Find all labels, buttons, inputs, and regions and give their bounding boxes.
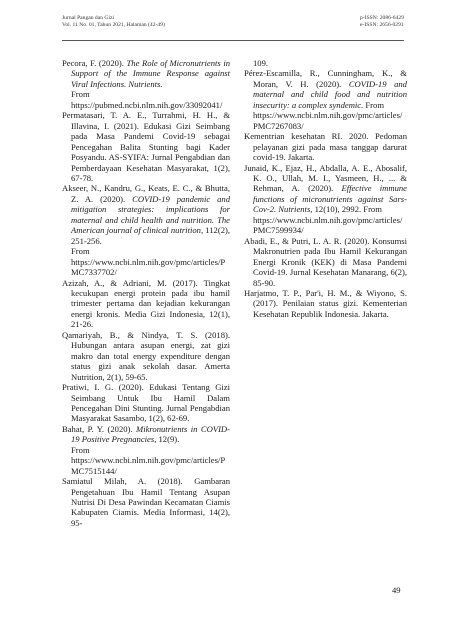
- reference-authors: Samiatul Milah, A. (2018).: [62, 476, 195, 487]
- journal-volume: Vol. 11 No. 01, Tahun 2021, Halaman (42-49): [62, 22, 165, 29]
- reference-column-left: [62, 58, 230, 528]
- reference-details: Pedoman pelayanan gizi pada masa tanggap darurat covid-19. Jakarta.: [253, 131, 407, 163]
- reference-details: 12(9).: [156, 434, 180, 445]
- reference-authors: Permatasari, T. A. E., Turrahmi, H. H., & Illavina, I. (2021).: [62, 110, 230, 131]
- reference-entry: [244, 288, 407, 319]
- reference-entry: [62, 278, 230, 330]
- p-issn: p-ISSN: 2086-6429: [360, 15, 404, 21]
- reference-entry: [62, 476, 230, 528]
- reference-url[interactable]: https://www.ncbi.nlm.nih.gov/pmc/articles/PMC7337702/: [71, 256, 226, 278]
- reference-entry: [62, 382, 230, 424]
- reference-url[interactable]: https://www.ncbi.nlm.nih.gov/pmc/articles/PMC7267083/: [253, 110, 403, 131]
- reference-authors: Kementrian kesehatan RI. 2020.: [244, 131, 376, 142]
- reference-details: 112(2), 251-256.: [71, 225, 231, 246]
- page-number: 49: [392, 585, 401, 595]
- reference-title: COVID-19 pandemic and mitigation strategies: implications for maternal and child health and nutrition. The American journal of clinical nutrition,: [71, 193, 230, 236]
- reference-authors: Akseer, N., Kandru, G., Keats, E. C., & Bhutta, Z. A. (2020).: [62, 183, 230, 204]
- reference-entry: [62, 110, 230, 183]
- reference-entry: [62, 183, 230, 277]
- reference-entry: [62, 424, 230, 476]
- reference-entry: [62, 58, 230, 110]
- reference-column-right: [244, 58, 407, 319]
- reference-details: Tingkat kecukupan energi protein pada ibu hamil trimester pertama dan kejadian kekurangan energi kronis. Media Gizi Indonesia, 12(1), 21-26.: [71, 277, 230, 330]
- reference-authors: Abadi, E., & Putri, L. A. R. (2020).: [244, 235, 373, 246]
- reference-entry: [244, 68, 407, 131]
- reference-title: The Role of Micronutrients in Support of the Immune Response against Viral Infections. Nutrients.: [71, 58, 230, 89]
- reference-url[interactable]: https://www.ncbi.nlm.nih.gov/pmc/articles/PMC7515144/: [71, 455, 226, 476]
- reference-authors: Pecora, F. (2020).: [62, 58, 127, 68]
- reference-entry: [244, 131, 407, 162]
- reference-details: 12(10), 2992. From: [312, 204, 382, 215]
- journal-title: Jurnal Pangan dan Gizi: [62, 15, 115, 21]
- reference-details: From: [363, 99, 385, 110]
- reference-authors: Junaid, K., Ejaz, H., Abdalla, A. E., Abosalif, K. O., Ullah, M. I., Yasmeen, H., ... & Rehman, A. (2020).: [244, 162, 407, 194]
- reference-authors: Bahat, P. Y. (2020).: [62, 423, 137, 434]
- reference-title: COVID-19 and maternal and child food and nutrition insecurity: a complex syndemic.: [253, 78, 407, 110]
- reference-authors: Azizah, A., & Adriani, M. (2017).: [62, 277, 204, 288]
- reference-url[interactable]: https://www.ncbi.nlm.nih.gov/pmc/articles/PMC7599934/: [253, 214, 403, 236]
- reference-entry: [244, 163, 407, 236]
- reference-details: Konsumsi Makronutrien pada Ibu Hamil Kekurangan Energi Kronik (KEK) di Masa Pandemi Covid-19. Jurnal Kesehatan Manarang, 6(2), 85-90.: [253, 235, 407, 288]
- journal-info: [62, 15, 165, 30]
- reference-authors: Pérez-Escamilla, R., Cunningham, K., & Moran, V. H. (2020).: [244, 68, 407, 89]
- reference-url[interactable]: https://pubmed.ncbi.nlm.nih.gov/33092041/: [71, 99, 223, 110]
- reference-authors: Qamariyah, B., & Nindya, T. S. (2018).: [62, 329, 230, 340]
- reference-details: Edukasi Gizi Seimbang pada Masa Pandemi Covid-19 sebagai Pencegahan Balita Stunting bagi Kader Posyandu. AS-SYIFA: Jurnal Pengabdian dan Pemberdayaan Kesehatan Masyarakat, 1(2), 67-78.: [71, 120, 230, 183]
- reference-title: Mikronutrients in COVID-19 Positive Pregnancies,: [71, 423, 231, 445]
- reference-from: From: [71, 89, 90, 100]
- reference-authors: Pratiwi, I. G. (2020).: [62, 382, 150, 393]
- reference-from: From: [71, 246, 90, 257]
- reference-continuation: 109.: [253, 58, 269, 68]
- issn-info: [360, 15, 404, 30]
- reference-from: From: [71, 444, 90, 455]
- reference-details: Edukasi Tentang Gizi Seimbang Untuk Ibu Hamil Dalam Pencegahan Dini Stunting. Jurnal Pengabdian Masyarakat Sasambo, 1(2), 62-69.: [71, 382, 230, 424]
- reference-details: Penilaian status gizi. Kementerian Kesehatan Republik Indonesia. Jakarta.: [253, 298, 407, 319]
- page-header: [62, 15, 404, 37]
- reference-details: Gambaran Pengetahuan Ibu Hamil Tentang Asupan Nutrisi Di Desa Pawindan Kecamatan Ciamis Kabupaten Ciamis. Media Informasi, 14(2), 95-: [71, 476, 230, 528]
- reference-details: Hubungan antara asupan energi, zat gizi makro dan total energy expenditure dengan status gizi anak sekolah dasar. Amerta Nutrition, 2(1), 59-65.: [71, 340, 230, 382]
- e-issn: e-ISSN: 2656-0291: [360, 22, 404, 29]
- reference-authors: Harjatmo, T. P., Par'i, H. M., & Wiyono, S. (2017).: [244, 287, 407, 309]
- reference-entry: [244, 236, 407, 288]
- reference-title: Effective immune functions of micronutrients against Sars-Cov-2. Nutrients,: [253, 183, 407, 215]
- reference-entry: [62, 330, 230, 382]
- header-divider: [62, 40, 404, 41]
